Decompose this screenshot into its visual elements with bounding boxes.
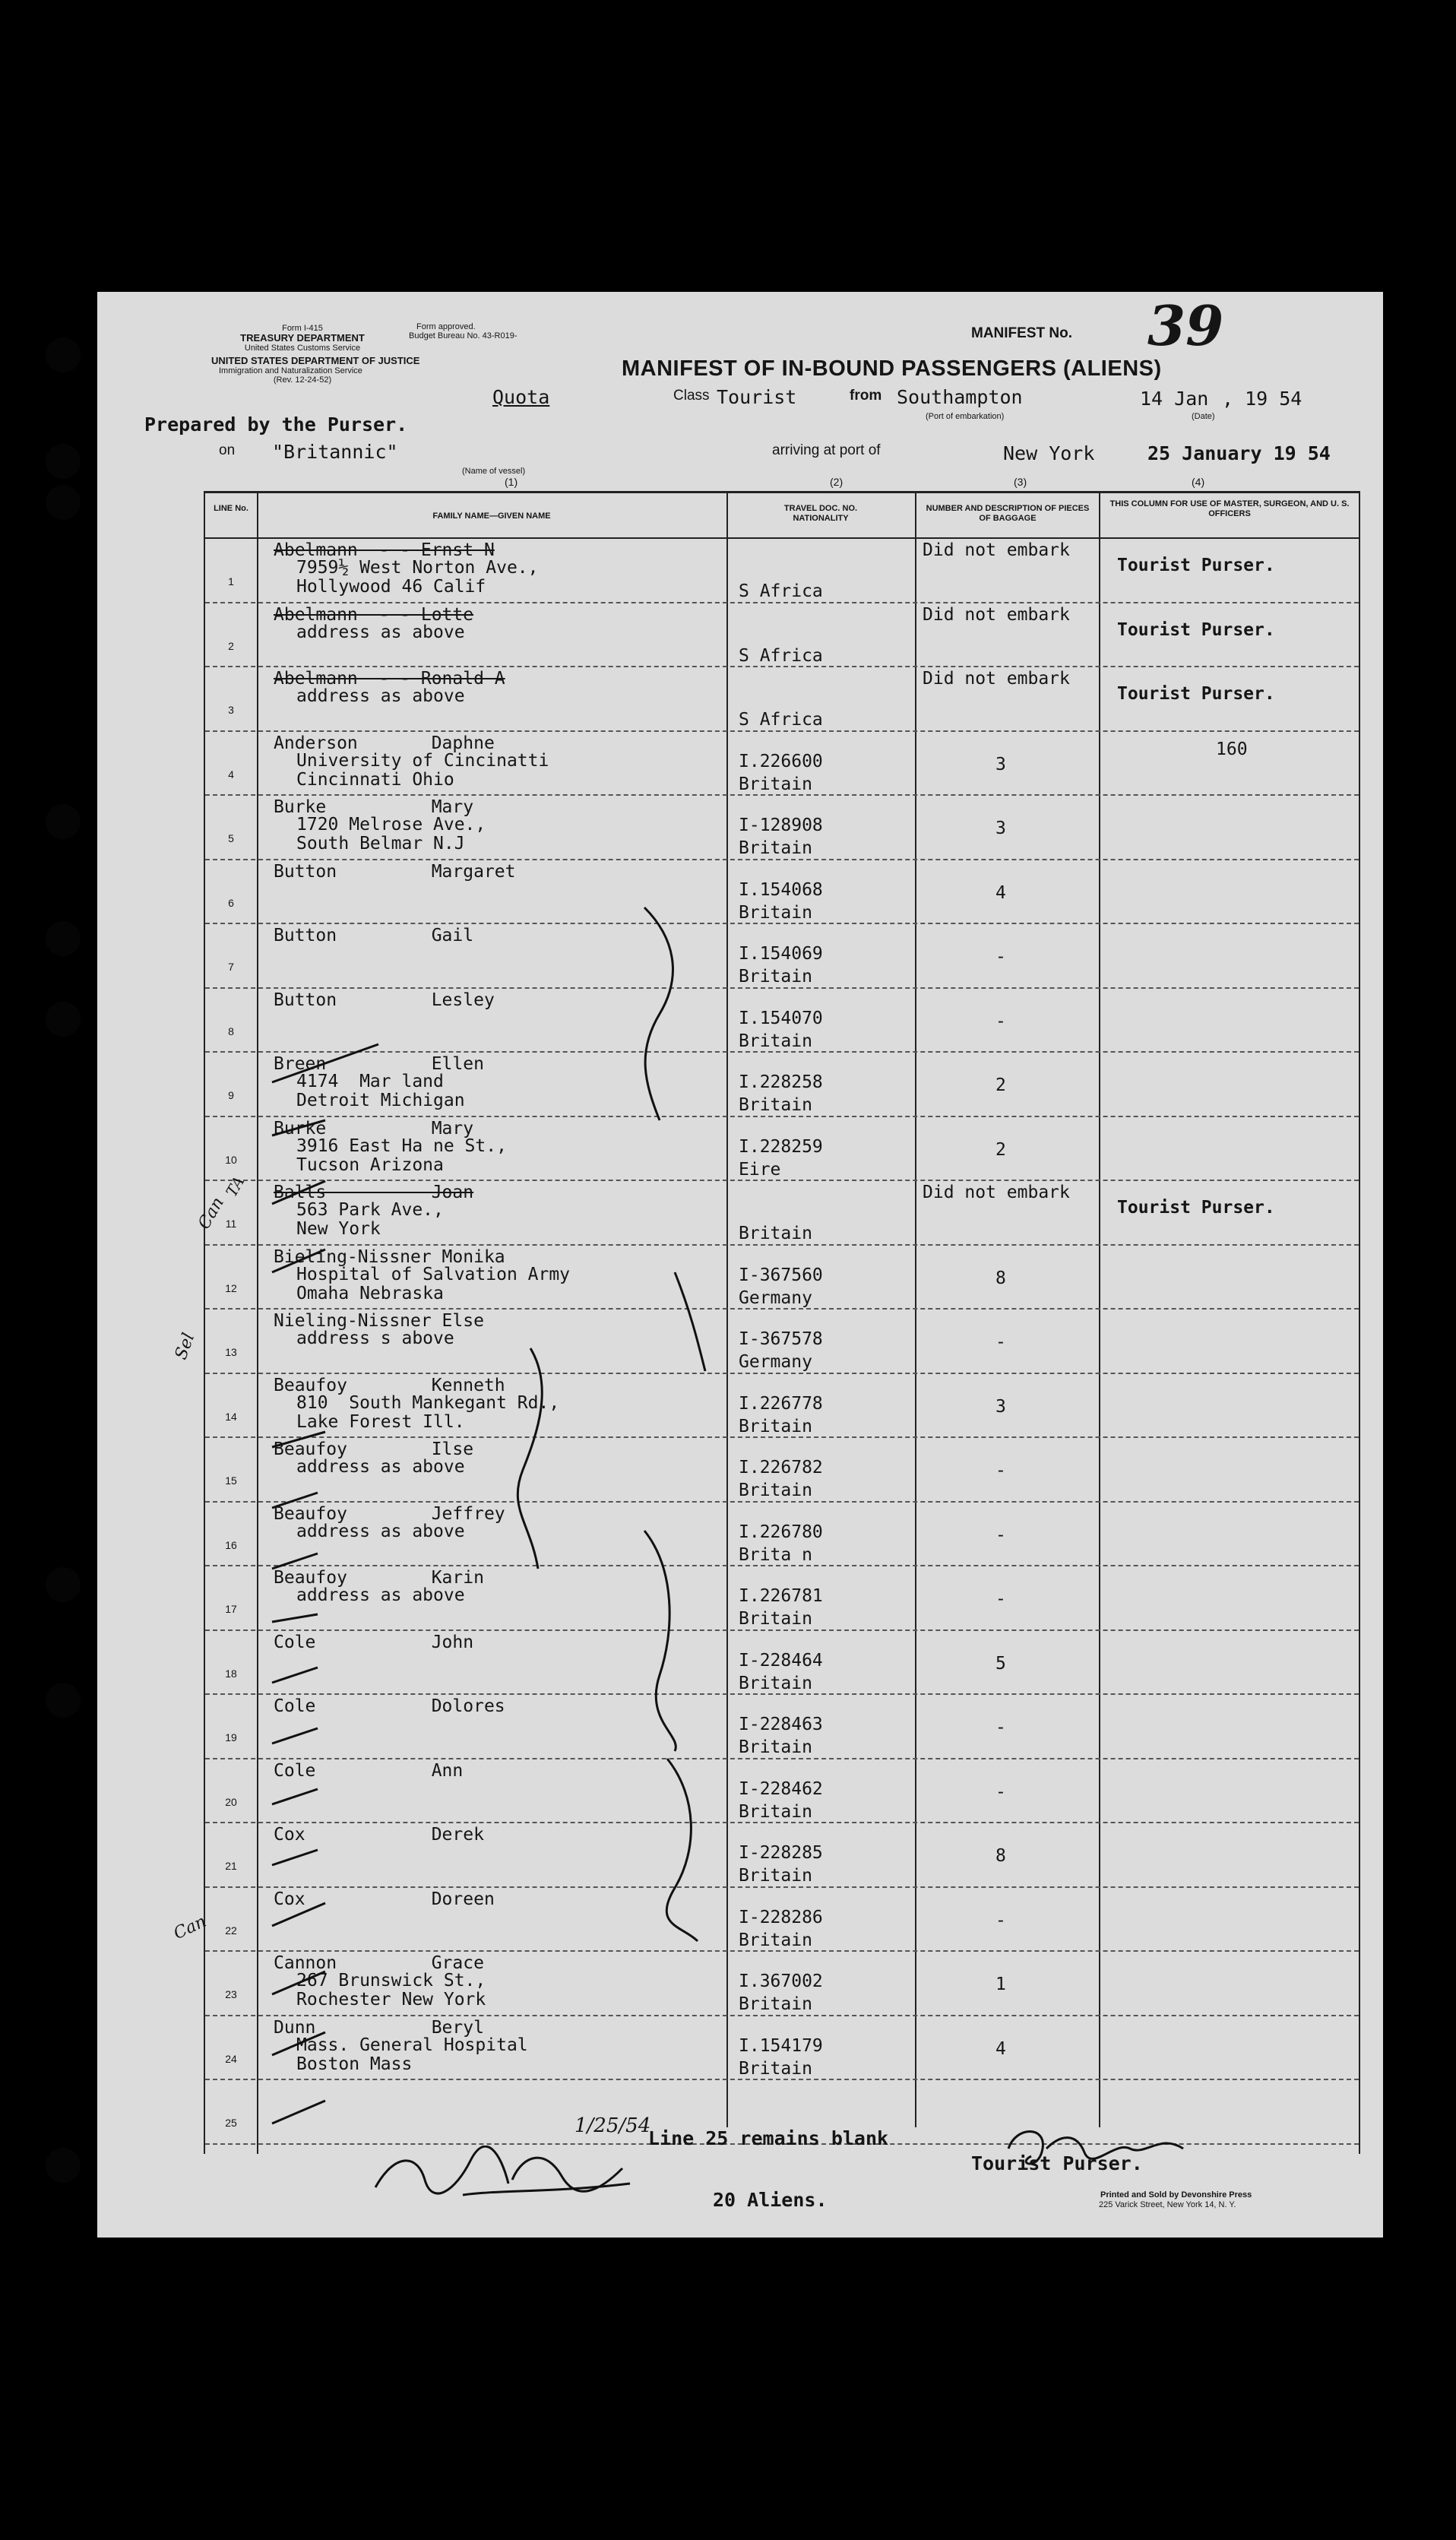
margin-note-can-2: Can: [170, 1911, 210, 1944]
passenger-name: Nieling-Nissner Else: [274, 1311, 484, 1331]
row-number: 15: [225, 1474, 237, 1487]
travel-doc-no: I.154069: [739, 944, 823, 964]
nationality: S Africa: [739, 710, 823, 730]
row-number: 9: [228, 1089, 234, 1101]
quota-label: Quota: [492, 386, 550, 408]
passenger-name: Cole John: [274, 1632, 474, 1652]
baggage-count: Did not embark: [923, 669, 1070, 689]
baggage-count: 2: [995, 1139, 1006, 1160]
nationality: Britain: [739, 1673, 812, 1693]
passenger-address: address as above: [296, 622, 465, 642]
manifest-no-label: MANIFEST No.: [971, 325, 1072, 341]
passenger-name: Breen Ellen: [274, 1054, 484, 1074]
nationality: Britain: [739, 1866, 812, 1886]
row-number: 21: [225, 1860, 237, 1872]
binder-hole-7: [46, 1567, 81, 1602]
arrival-date: 25 January 19 54: [1147, 442, 1331, 464]
baggage-count: -: [995, 1525, 1006, 1545]
nationality: S Africa: [739, 645, 823, 666]
passenger-name: Anderson Daphne: [274, 733, 495, 753]
passenger-name: Cox Doreen: [274, 1889, 495, 1909]
row-number: 4: [228, 768, 234, 781]
passenger-address: 4174 Mar land Detroit Michigan: [296, 1072, 465, 1110]
passenger-address: 563 Park Ave., New York: [296, 1200, 444, 1239]
vessel-caption: (Name of vessel): [462, 467, 526, 476]
approval-1: Form approved.: [416, 322, 476, 331]
passenger-address: 7959½ West Norton Ave., Hollywood 46 Calif: [296, 558, 539, 597]
baggage-count: Did not embark: [923, 604, 1070, 625]
col-1-number: (1): [505, 476, 518, 488]
nationality: Britain: [739, 1095, 812, 1115]
passenger-name: Cannon Grace: [274, 1953, 484, 1973]
officer-note: 160: [1216, 739, 1248, 759]
col-header-line-no: LINE No.: [214, 504, 248, 513]
row-number: 3: [228, 704, 234, 716]
travel-doc-no: I.154070: [739, 1008, 823, 1028]
baggage-count: Did not embark: [923, 540, 1070, 560]
passenger-name: Beaufoy Kenneth: [274, 1375, 505, 1395]
customs-service: United States Customs Service: [244, 344, 361, 353]
officer-note: Tourist Purser.: [1117, 1198, 1275, 1218]
manifest-page: [97, 292, 1383, 2238]
passenger-address: 267 Brunswick St., Rochester New York: [296, 1971, 486, 2010]
officer-note: Tourist Purser.: [1117, 556, 1275, 575]
passenger-name: Cole Dolores: [274, 1696, 505, 1716]
passenger-name: Cox Derek: [274, 1825, 484, 1845]
passenger-address: address as above: [296, 1457, 465, 1477]
row-number: 6: [228, 896, 234, 909]
on-label: on: [219, 442, 236, 458]
row-number: 7: [228, 961, 234, 973]
arrival-port: New York: [1003, 442, 1095, 464]
signature-date: 1/25/54: [574, 2114, 651, 2137]
passenger-address: address as above: [296, 1585, 465, 1605]
port-caption: (Port of embarkation): [926, 412, 1005, 421]
passenger-name: Burke Mary: [274, 1118, 474, 1139]
binder-hole-5: [46, 921, 81, 956]
travel-doc-no: I-228285: [739, 1843, 823, 1863]
row-number: 12: [225, 1281, 237, 1294]
from-value: Southampton: [897, 386, 1023, 408]
col-2-number: (2): [830, 476, 844, 488]
baggage-count: 8: [995, 1846, 1006, 1866]
col-header-name: FAMILY NAME—GIVEN NAME: [432, 511, 551, 521]
margin-note-can: Can: [195, 1194, 228, 1233]
passenger-name: Abelmann - - Ernst N: [274, 540, 495, 560]
nationality: Germany: [739, 1352, 812, 1372]
date-caption: (Date): [1192, 412, 1215, 421]
nationality: Britain: [739, 1930, 812, 1950]
baggage-count: 4: [995, 882, 1006, 903]
passenger-address: 810 South Mankegant Rd., Lake Forest Ill.: [296, 1392, 560, 1432]
prepared-by: Prepared by the Purser.: [144, 413, 408, 435]
col-header-officers: THIS COLUMN FOR USE OF MASTER, SURGEON, AND U. S. OFFICERS: [1109, 499, 1350, 518]
nationality: Britain: [739, 902, 812, 923]
nationality: Britain: [739, 967, 812, 987]
row-number: 2: [228, 639, 234, 652]
passenger-name: Dunn Beryl: [274, 2017, 484, 2038]
passenger-name: Cole Ann: [274, 1760, 464, 1781]
nationality: S Africa: [739, 581, 823, 601]
travel-doc-no: I-367560: [739, 1265, 823, 1285]
officer-note: Tourist Purser.: [1117, 619, 1275, 640]
class-value: Tourist: [717, 386, 797, 408]
baggage-count: 2: [995, 1075, 1006, 1095]
binder-hole-2: [46, 444, 81, 479]
passenger-address: University of Cincinatti Cincinnati Ohio: [296, 750, 549, 790]
baggage-count: Did not embark: [923, 1183, 1070, 1202]
baggage-count: 4: [995, 2038, 1006, 2059]
nationality: Britain: [739, 1994, 812, 2014]
passenger-name: Bieling-Nissner Monika: [274, 1246, 505, 1267]
row-number: 17: [225, 1603, 237, 1615]
treasury-dept: TREASURY DEPARTMENT: [240, 332, 365, 344]
travel-doc-no: I.226600: [739, 751, 823, 771]
passenger-name: Balls Joan: [274, 1183, 474, 1202]
manifest-no: 39: [1147, 293, 1224, 358]
travel-doc-no: I.228258: [739, 1072, 823, 1092]
vessel-name: "Britannic": [272, 441, 398, 463]
passenger-name: Button Gail: [274, 926, 474, 945]
baggage-count: 3: [995, 754, 1006, 774]
nationality: Britain: [739, 838, 812, 858]
rev-label: (Rev. 12-24-52): [273, 375, 332, 385]
baggage-count: 3: [995, 1396, 1006, 1417]
nationality: Britain: [739, 1416, 812, 1436]
row-number: 10: [225, 1153, 237, 1166]
binder-hole-8: [46, 1683, 81, 1718]
col-header-baggage: NUMBER AND DESCRIPTION OF PIECES OF BAGGAGE: [926, 504, 1090, 523]
row-number: 13: [225, 1346, 237, 1358]
date-value: 14 Jan: [1140, 388, 1209, 410]
baggage-count: -: [995, 1011, 1006, 1031]
row-number: 25: [225, 2117, 237, 2129]
baggage-count: -: [995, 1589, 1006, 1609]
printer-line-2: 225 Varick Street, New York 14, N. Y.: [1099, 2200, 1236, 2209]
travel-doc-no: I.228259: [739, 1136, 823, 1157]
arriving-label: arriving at port of: [772, 442, 881, 458]
binder-hole-1: [46, 337, 81, 372]
passenger-name: Button Margaret: [274, 861, 516, 882]
row-number: 1: [228, 575, 234, 587]
baggage-count: -: [995, 1910, 1006, 1930]
row-number: 11: [225, 1218, 237, 1230]
travel-doc-no: I-367578: [739, 1329, 823, 1349]
margin-note-ta: TA: [222, 1173, 248, 1200]
passenger-address: 1720 Melrose Ave., South Belmar N.J: [296, 815, 486, 854]
travel-doc-no: I-228464: [739, 1650, 823, 1671]
row-number: 20: [225, 1795, 237, 1808]
col-4-number: (4): [1192, 476, 1205, 488]
travel-doc-no: I.367002: [739, 1972, 823, 1991]
nationality: Eire: [739, 1159, 781, 1180]
nationality: Britain: [739, 1737, 812, 1757]
binder-hole-6: [46, 1002, 81, 1037]
ins-label: Immigration and Naturalization Service: [219, 366, 362, 375]
passenger-name: Burke Mary: [274, 797, 474, 817]
nationality: Germany: [739, 1287, 812, 1308]
passenger-address: Hospital of Salvation Army Omaha Nebraska: [296, 1264, 571, 1303]
row-number: 24: [225, 2052, 237, 2065]
travel-doc-no: I-128908: [739, 816, 823, 835]
passenger-name: Abelmann - - Lotte: [274, 604, 474, 625]
nationality: Britain: [739, 1801, 812, 1822]
travel-doc-no: I-228463: [739, 1715, 823, 1734]
nationality: Britain: [739, 2058, 812, 2079]
travel-doc-no: I-228286: [739, 1907, 823, 1927]
nationality: Britain: [739, 1609, 812, 1629]
passenger-address: 3916 East Ha ne St., Tucson Arizona: [296, 1135, 507, 1175]
nationality: Brita n: [739, 1544, 812, 1565]
manifest-title: MANIFEST OF IN-BOUND PASSENGERS (ALIENS): [622, 356, 1162, 381]
printer-line-1: Printed and Sold by Devonshire Press: [1100, 2190, 1252, 2200]
baggage-count: 3: [995, 819, 1006, 838]
baggage-count: -: [995, 1718, 1006, 1737]
aliens-total: 20 Aliens.: [713, 2189, 828, 2211]
passenger-name: Beaufoy Jeffrey: [274, 1503, 505, 1524]
travel-doc-no: I.226780: [739, 1522, 823, 1542]
passenger-name: Button Lesley: [274, 990, 495, 1010]
travel-doc-no: I.226782: [739, 1458, 823, 1477]
binder-hole-3: [46, 485, 81, 520]
passenger-address: address as above: [296, 686, 465, 706]
row-number: 19: [225, 1731, 237, 1743]
baggage-count: 8: [995, 1268, 1006, 1288]
line25-note: Line 25 remains blank: [648, 2127, 889, 2149]
nationality: Britain: [739, 1031, 812, 1051]
row-number: 5: [228, 832, 234, 844]
passenger-name: Abelmann - - Ronald A: [274, 669, 505, 689]
passenger-name: Beaufoy Ilse: [274, 1439, 474, 1459]
binder-hole-9: [46, 2148, 81, 2183]
footer-purser: Tourist Purser.: [971, 2152, 1143, 2174]
col-header-travel-doc: TRAVEL DOC. NO. NATIONALITY: [783, 504, 858, 523]
nationality: Britain: [739, 1224, 812, 1243]
approval-2: Budget Bureau No. 43-R019-: [409, 331, 518, 340]
passenger-address: address as above: [296, 1521, 465, 1541]
officer-note: Tourist Purser.: [1117, 684, 1275, 704]
baggage-count: -: [995, 1781, 1006, 1802]
passenger-address: Mass. General Hospital Boston Mass: [296, 2035, 528, 2074]
row-number: 16: [225, 1538, 237, 1551]
handwritten-brackets-image: [97, 292, 1383, 2238]
baggage-count: -: [995, 1332, 1006, 1352]
row-number: 23: [225, 1988, 237, 2000]
row-number: 18: [225, 1667, 237, 1680]
row-number: 8: [228, 1025, 234, 1037]
class-label: Class: [673, 388, 710, 404]
travel-doc-no: I.154068: [739, 879, 823, 900]
travel-doc-no: I.226781: [739, 1586, 823, 1606]
travel-doc-no: I.154179: [739, 2035, 823, 2056]
travel-doc-no: I.226778: [739, 1393, 823, 1414]
binder-hole-4: [46, 804, 81, 839]
baggage-count: -: [995, 947, 1006, 967]
row-number: 22: [225, 1924, 237, 1937]
passenger-address: address s above: [296, 1329, 454, 1348]
nationality: Britain: [739, 1481, 812, 1500]
nationality: Britain: [739, 774, 812, 794]
row-number: 14: [225, 1410, 237, 1423]
travel-doc-no: I-228462: [739, 1778, 823, 1799]
justice-dept: UNITED STATES DEPARTMENT OF JUSTICE: [211, 355, 420, 366]
form-number: Form I-415: [282, 324, 323, 333]
baggage-count: -: [995, 1461, 1006, 1481]
passenger-name: Beaufoy Karin: [274, 1568, 484, 1588]
from-label: from: [850, 388, 882, 404]
margin-note-sel: Sel: [171, 1330, 199, 1363]
date-year: , 19 54: [1222, 388, 1302, 410]
baggage-count: 5: [995, 1653, 1006, 1674]
baggage-count: 1: [995, 1975, 1006, 1994]
col-3-number: (3): [1014, 476, 1027, 488]
